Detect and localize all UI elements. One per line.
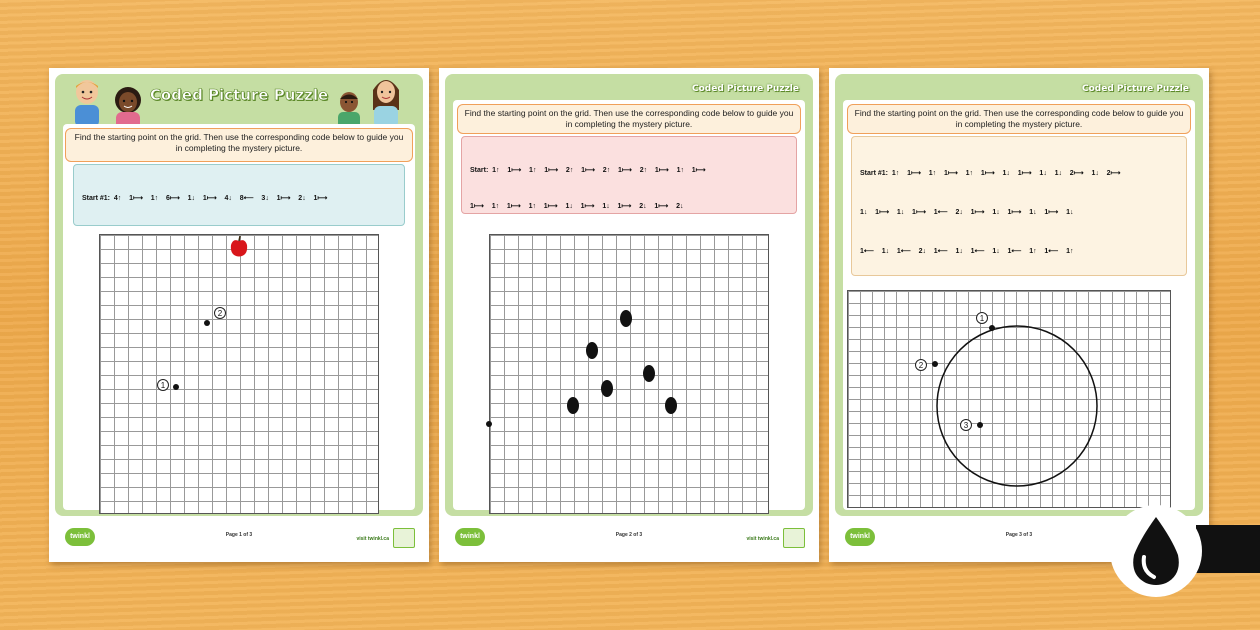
twinkl-logo: twinkl bbox=[845, 528, 875, 546]
start-label-2: 2 bbox=[915, 359, 927, 371]
page-content bbox=[63, 124, 415, 510]
code-line: Start #1: 1↑ 1⟼ 1↑ 1⟼ 1↑ 1⟼ 1↓ 1⟼ 1↓ 1↓ 2⟼ 1↓ 2⟼ bbox=[860, 170, 1121, 177]
code-box bbox=[461, 136, 797, 214]
dot-marker bbox=[601, 380, 613, 397]
page-footer bbox=[439, 518, 819, 562]
footer-url: visit twinkl.ca bbox=[746, 536, 779, 542]
instruction-box: Find the starting point on the grid. Then use the corresponding code below to guide you in completing the mystery picture. bbox=[65, 128, 413, 162]
twinkl-logo: twinkl bbox=[455, 528, 485, 546]
page-frame bbox=[55, 74, 423, 516]
page-content bbox=[453, 100, 805, 510]
code-box bbox=[73, 164, 405, 226]
quality-badge-icon bbox=[783, 528, 805, 548]
dot-marker bbox=[586, 342, 598, 359]
dot-marker bbox=[567, 397, 579, 414]
coordinate-grid bbox=[99, 234, 379, 514]
page-number: Page 2 of 3 bbox=[615, 532, 643, 538]
start-label-2: 2 bbox=[214, 307, 226, 319]
code-box bbox=[851, 136, 1187, 276]
page-number: Page 3 of 3 bbox=[1005, 532, 1033, 538]
start-label-1: 1 bbox=[157, 379, 169, 391]
code-line: Start: 1↑ 1⟼ 1↑ 1⟼ 2↑ 1⟼ 2↑ 1⟼ 2↑ 1⟼ 1↑ 1⟼ bbox=[470, 167, 706, 174]
page-title: Coded Picture Puzzle bbox=[149, 86, 329, 104]
start-point-3 bbox=[977, 422, 983, 428]
start-point-2 bbox=[204, 320, 210, 326]
circle-outline bbox=[935, 324, 1099, 488]
start-label-1: 1 bbox=[976, 312, 988, 324]
coordinate-grid bbox=[489, 234, 769, 514]
footer-url: visit twinkl.ca bbox=[356, 536, 389, 542]
code-line: 1↓ 1⟼ 1↓ 1⟼ 1⟵ 2↓ 1⟼ 1↓ 1⟼ 1↓ 1⟼ 1↓ bbox=[860, 209, 1074, 216]
worksheet-page-3 bbox=[829, 68, 1209, 562]
start-point-2 bbox=[932, 361, 938, 367]
quality-badge-icon bbox=[393, 528, 415, 548]
worksheet-page-2 bbox=[439, 68, 819, 562]
start-point bbox=[486, 421, 492, 427]
ink-saver-badge bbox=[1110, 505, 1202, 597]
page-content bbox=[843, 100, 1195, 510]
start-point-1 bbox=[173, 384, 179, 390]
start-point-1 bbox=[989, 325, 995, 331]
page-title: Coded Picture Puzzle bbox=[692, 84, 799, 94]
dot-marker bbox=[643, 365, 655, 382]
worksheet-page-1 bbox=[49, 68, 429, 562]
ink-saver-tab bbox=[1196, 525, 1260, 573]
page-frame bbox=[445, 74, 813, 516]
instruction-box: Find the starting point on the grid. Then use the corresponding code below to guide you in completing the mystery picture. bbox=[847, 104, 1191, 134]
page-title: Coded Picture Puzzle bbox=[1082, 84, 1189, 94]
page-frame bbox=[835, 74, 1203, 516]
code-line: Start #1: 4↑ 1⟼ 1↑ 6⟼ 1↓ 1⟼ 4↓ 8⟵ 3↓ 1⟼ 2↓ 1⟼ bbox=[82, 195, 328, 202]
code-line: 1⟵ 1↓ 1⟵ 2↓ 1⟵ 1↓ 1⟵ 1↓ 1⟵ 1↑ 1⟵ 1↑ bbox=[860, 248, 1074, 255]
instruction-box: Find the starting point on the grid. Then use the corresponding code below to guide you in completing the mystery picture. bbox=[457, 104, 801, 134]
apple-icon bbox=[229, 236, 249, 258]
ink-drop-icon bbox=[1126, 515, 1186, 587]
page-footer bbox=[49, 518, 429, 562]
twinkl-logo: twinkl bbox=[65, 528, 95, 546]
code-line: 1⟼ 1↑ 1⟼ 1↑ 1⟼ 1↓ 1⟼ 1↓ 1⟼ 2↓ 1⟼ 2↓ bbox=[470, 203, 684, 210]
start-label-3: 3 bbox=[960, 419, 972, 431]
page-number: Page 1 of 3 bbox=[225, 532, 253, 538]
dot-marker bbox=[620, 310, 632, 327]
dot-marker bbox=[665, 397, 677, 414]
